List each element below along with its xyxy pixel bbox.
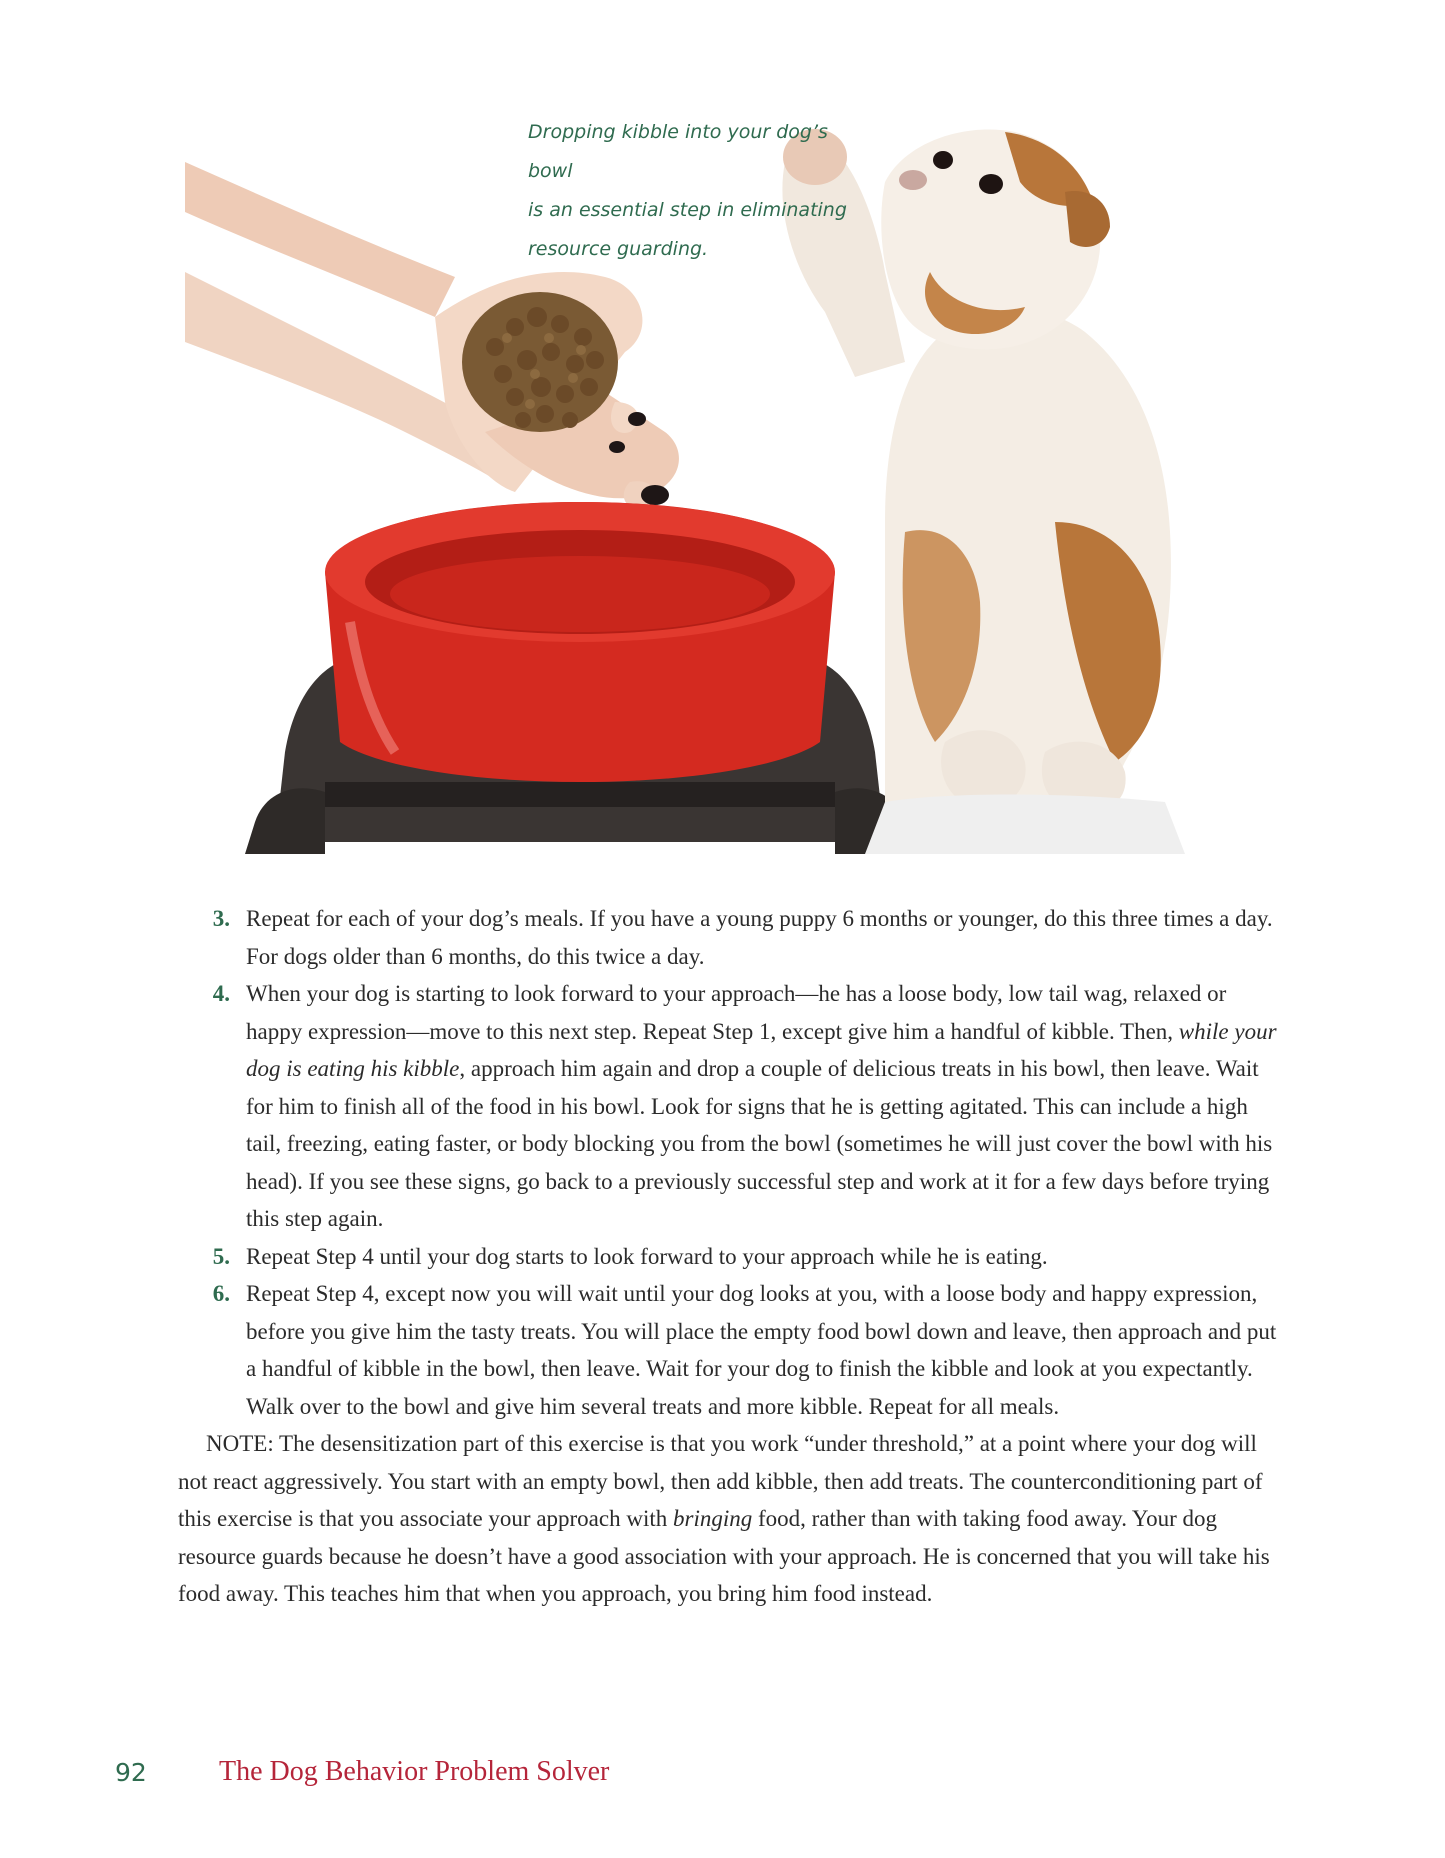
step-text-italic: while your dog is eating his kibble — [246, 1018, 1277, 1081]
step-number: 5. — [212, 1243, 230, 1269]
note-text-part: NOTE: The desensitization part of this exercise is that you work “under threshold,” at a point where your dog will not react aggressively. You start with an empty bowl, then add kibble, then add treats. The counterconditioning part of this exercise is that you associate your approach with — [178, 1431, 1263, 1531]
figure-caption: Dropping kibble into your dog’s bowl is an essential step in eliminating resource guarding. — [528, 121, 847, 260]
page-footer — [0, 1758, 1445, 1798]
step-text: Repeat Step 4, except now you will wait until your dog looks at you, with a loose body and happy expression, before you give him the tasty treats. You will place the empty food bowl down and leave, then approach and put a handful of kibble in the bowl, then leave. Wait for your dog to finish the kibble and look at you expectantly. Walk over to the bowl and give him several treats and more kibble. Repeat for all meals. — [246, 1281, 1277, 1419]
body-text — [178, 900, 1288, 1613]
step-number: 4. — [212, 981, 230, 1006]
step-text: Repeat for each of your dog’s meals. If you have a young puppy 6 months or younger, do this three times a day. For dogs older than 6 months, do this twice a day. — [246, 906, 1273, 969]
list-item-step-3 — [178, 900, 1288, 975]
step-text — [246, 975, 1288, 1238]
step-text: Repeat Step 4 until your dog starts to look forward to your approach while he is eating. — [246, 1243, 1048, 1269]
book-title: The Dog Behavior Problem Solver — [219, 1756, 610, 1787]
list-item-step-4 — [178, 975, 1288, 1238]
note-paragraph — [178, 1425, 1288, 1613]
step-number: 6. — [212, 1281, 230, 1306]
list-item-step-5 — [178, 1238, 1288, 1276]
note-text-part: food, rather than with taking food away. Your dog resource guards because he doesn’t have a good association with your approach. He is concerned that you will take his food away. This teaches him that when you approach, you bring him food instead. — [178, 1506, 1270, 1606]
step-number: 3. — [212, 906, 230, 931]
red-food-bowl — [245, 502, 915, 854]
page-number: 92 — [115, 1758, 147, 1787]
step-text-part: , approach him again and drop a couple of delicious treats in his bowl, then leave. Wait for him to finish all of the food in his bowl. Look for signs that he is getting agitated. This can include a high tail, freezing, eating faster, or body blocking you from the bowl (sometimes he will just cover the bowl with his head). If you see these signs, go back to a previously successful step and work at it for a few days before trying this step again. — [246, 1056, 1273, 1231]
note-text-italic: bringing — [673, 1506, 753, 1531]
step-text-part: When your dog is starting to look forward to your approach—he has a loose body, low tail wag, relaxed or happy expression—move to this next step. Repeat Step 1, except give him a handful of kibble. Then, — [246, 981, 1227, 1044]
list-item-step-6 — [178, 1275, 1288, 1425]
